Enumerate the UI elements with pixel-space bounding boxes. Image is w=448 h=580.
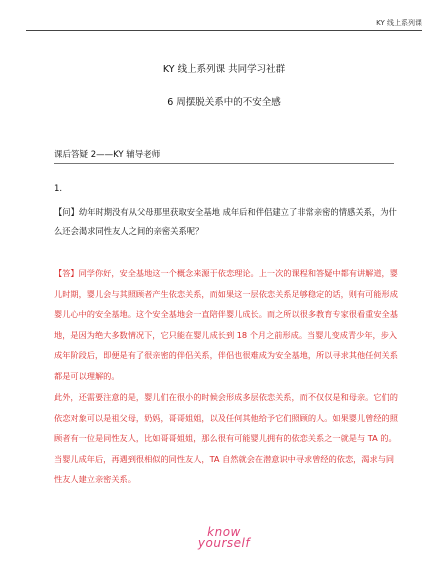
page-title: KY 线上系列课 共同学习社群: [162, 64, 286, 75]
question-text: 【问】幼年时期没有从父母那里获取安全基地 成年后和伴侣建立了非常亲密的情感关系，为什么还会渴求同性友人之间的亲密关系呢？: [54, 207, 397, 236]
answer-paragraph-1: 【答】同学你好，安全基地这一个概念来源于依恋理论。上一次的课程和答疑中都有讲解道，婴儿时期，婴儿会与其照顾者产生依恋关系，而如果这一层依恋关系足够稳定的话，则有可能形成婴儿心中的安全基地。这个安全基地会一直陪伴婴儿成长。而之所以很多教育专家很看重安全基地，是因为绝大多数情况下，它只能在婴儿成长到 18 个月之前形成。当婴儿变成青少年，步入成年阶段后，即便是有了很亲密的伴侣关系，伴侣也很难成为安全基地，所以寻求其他任何关系都是可以理解的。: [54, 268, 398, 381]
section-heading: 课后答疑 2——KY 辅导老师: [54, 150, 161, 160]
section-divider: [54, 163, 394, 164]
know-yourself-logo: [0, 527, 448, 549]
question-number: 1.: [54, 184, 63, 194]
header-divider: [26, 30, 422, 31]
logo-line-2: yourself: [197, 536, 251, 550]
running-header: KY 线上系列课: [376, 19, 422, 27]
answer-paragraph-2: 此外，还需要注意的是，婴儿们在很小的时候会形成多层依恋关系，而不仅仅是和母亲。它们的依恋对象可以是祖父母，奶妈，哥哥姐姐，以及任何其他给予它们照顾的人。如果婴儿曾经的照顾者有一位是同性友人，比如哥哥姐姐，那么很有可能婴儿拥有的依恋关系之一就是与 TA 的。当婴儿成年后，再遇到很相似的同性友人，TA 自然就会在潜意识中寻求曾经的依恋，渴求与同性友人建立亲密关系。: [54, 392, 398, 484]
logo-line-1: know: [207, 525, 241, 539]
page-subtitle: 6 周摆脱关系中的不安全感: [167, 97, 281, 108]
